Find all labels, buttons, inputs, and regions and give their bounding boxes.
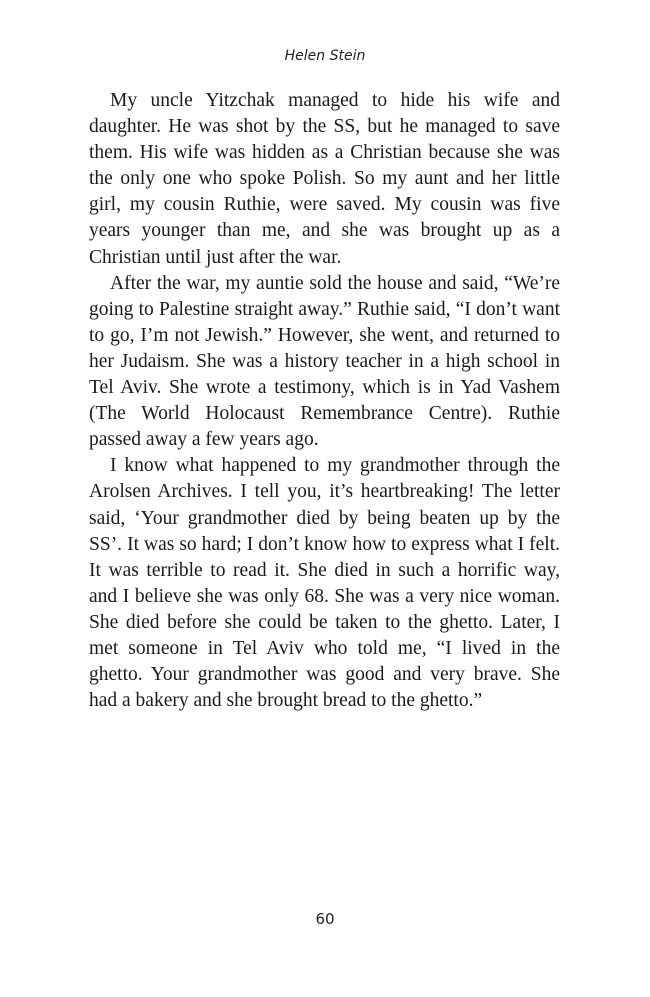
- paragraph-3: I know what happened to my grandmother through the Arolsen Archives. I tell you, it’s heartbreaking! The letter said, ‘Your grandmother died by being beaten up by the SS’. It was so hard; I don’t know how to express what I felt. It was terrible to read it. She died in such a horrific way, and I believe she was only 68. She was a very nice woman. She died before she could be taken to the ghetto. Later, I met someone in Tel Aviv who told me, “I lived in the ghetto. Your grandmother was good and very brave. She had a bakery and she brought bread to the ghetto.”: [89, 455, 560, 712]
- body-text: [89, 88, 560, 714]
- page-number: 60: [315, 910, 335, 928]
- running-head-title: Helen Stein: [284, 48, 366, 64]
- paragraph-1: My uncle Yitzchak managed to hide his wife and daughter. He was shot by the SS, but he managed to save them. His wife was hidden as a Christian because she was the only one who spoke Polish. So my aunt and her little girl, my cousin Ruthie, were saved. My cousin was five years younger than me, and she was brought up as a Christian until just after the war.: [89, 90, 560, 268]
- paragraph-2: After the war, my auntie sold the house and said, “We’re going to Palestine straight away.” Ruthie said, “I don’t want to go, I’m not Jewish.” However, she went, and returned to her Judaism. She was a history teacher in a high school in Tel Aviv. She wrote a testimony, which is in Yad Vashem (The World Holocaust Remembrance Centre). Ruthie passed away a few years ago.: [89, 272, 560, 451]
